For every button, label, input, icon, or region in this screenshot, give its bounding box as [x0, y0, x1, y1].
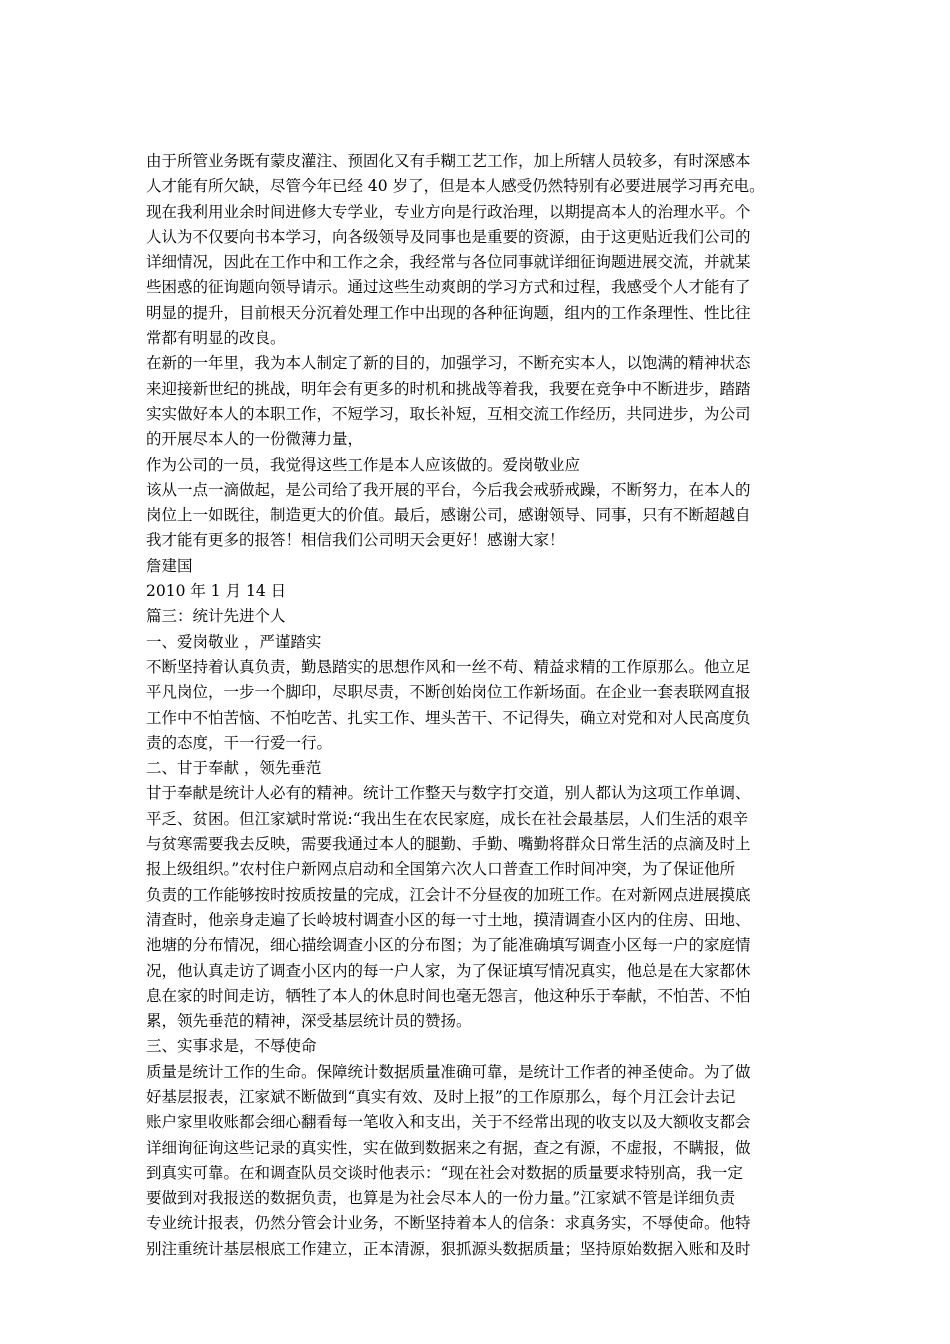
text-line: 平凡岗位，一步一个脚印，尽职尽责，不断创始岗位工作新场面。在企业一套表联网直报: [146, 683, 751, 702]
text-line: 甘于奉献是统计人必有的精神。统计工作整天与数字打交道，别人都认为这项工作单调、: [146, 784, 751, 803]
text-line: 明显的提升，目前根天分沉着处理工作中出现的各种征询题，组内的工作条理性、性比往: [146, 303, 751, 322]
text-line: 平乏、贫困。但江家斌时常说:“我出生在农民家庭，成长在社会最基层，人们生活的艰辛: [146, 809, 749, 828]
text-line: 负责的工作能够按时按质按量的完成，江会计不分昼夜的加班工作。在对新网点进展摸底: [146, 885, 751, 904]
text-line: 责的态度，干一行爱一行。: [146, 733, 333, 752]
text-line: 账户家里收账都会细心翻看每一笔收入和支出，关于不经常出现的收支以及大额收支都会: [146, 1113, 751, 1132]
text-line: 池塘的分布情况，细心描绘调查小区的分布图；为了能准确填写调查小区每一户的家庭情: [146, 936, 751, 955]
text-line: 不断坚持着认真负责，勤恳踏实的思想作风和一丝不苟、精益求精的工作原那么。他立足: [146, 657, 751, 676]
text-line: 累，领先垂范的精神，深受基层统计员的赞扬。: [146, 1012, 472, 1031]
text-line: 由于所管业务既有蒙皮灌注、预固化又有手糊工艺工作，加上所辖人员较多，有时深感本: [146, 152, 751, 170]
text-line: 工作中不怕苦恼、不怕吃苦、扎实工作、埋头苦干、不记得失，确立对党和对人民高度负: [146, 708, 751, 727]
text-line: 人才能有所欠缺，尽管今年已经 40 岁了，但是本人感受仍然特别有必要进展学习再充电。: [146, 177, 765, 196]
text-line: 在新的一年里，我为本人制定了新的目的，加强学习，不断充实本人，以饱满的精神状态: [146, 354, 751, 373]
text-line: 二、甘于奉献 ，领先垂范: [146, 759, 322, 778]
text-line: 到真实可靠。在和调查队员交谈时他表示：“现在社会对数据的质量要求特别高，我一定: [146, 1163, 743, 1182]
text-line: 2010 年 1 月 14 日: [146, 582, 287, 601]
text-line: 要做到对我报送的数据负责，也算是为社会尽本人的一份力量。”江家斌不管是详细负责: [146, 1189, 736, 1208]
text-line: 来迎接新世纪的挑战，明年会有更多的时机和挑战等着我，我要在竞争中不断进步，踏踏: [146, 379, 751, 398]
text-line: 好基层报表，江家斌不断做到“真实有效、及时上报”的工作原那么，每个月江会计去记: [146, 1087, 736, 1106]
document-body: [146, 149, 804, 1262]
text-line: 作为公司的一员，我觉得这些工作是本人应该做的。爱岗敬业应: [146, 455, 581, 474]
text-line: 常都有明显的改良。: [146, 329, 286, 348]
text-line: 我才能有更多的报答！相信我们公司明天会更好！感谢大家！: [146, 531, 565, 550]
text-line: 报上级组织。”农村住户新网点启动和全国第六次人口普查工作时间冲突，为了保证他所: [146, 860, 736, 879]
text-line: 詹建国: [146, 556, 193, 575]
text-line: 现在我利用业余时间进修大专学业，专业方向是行政治理，以期提高本人的治理水平。个: [146, 202, 751, 221]
text-line: 详细询征询这些记录的真实性，实在做到数据来之有据，查之有源，不虚报，不瞒报，做: [146, 1138, 751, 1157]
text-line: 实实做好本人的本职工作，不短学习，取长补短，互相交流工作经历，共同进步，为公司: [146, 404, 751, 423]
text-line: 详细情况，因此在工作中和工作之余，我经常与各位同事就详细征询题进展交流，并就某: [146, 253, 751, 272]
text-line: 别注重统计基层根底工作建立，正本清源，狠抓源头数据质量；坚持原始数据入账和及时: [146, 1239, 751, 1258]
text-line: 三、实事求是，不辱使命: [146, 1037, 317, 1056]
text-line: 清查时，他亲身走遍了长岭坡村调查小区的每一寸土地，摸清调查小区内的住房、田地、: [146, 910, 751, 929]
text-line: 的开展尽本人的一份微薄力量，: [146, 430, 364, 449]
text-line: 人认为不仅要向书本学习，向各级领导及同事也是重要的资源，由于这更贴近我们公司的: [146, 227, 751, 246]
text-line: 与贫寒需要我去反映，需要我通过本人的腿勤、手勤、嘴勤将群众日常生活的点滴及时上: [146, 835, 751, 854]
text-line: 岗位上一如既往，制造更大的价值。最后，感谢公司，感谢领导、同事，只有不断超越自: [146, 506, 751, 525]
text-line: 质量是统计工作的生命。保障统计数据质量准确可靠，是统计工作者的神圣使命。为了做: [146, 1062, 751, 1081]
text-line: 些困惑的征询题向领导请示。通过这些生动爽朗的学习方式和过程，我感受个人才能有了: [146, 278, 751, 297]
text-line: 该从一点一滴做起，是公司给了我开展的平台，今后我会戒骄戒躁，不断努力，在本人的: [146, 480, 751, 499]
text-line: 况，他认真走访了调查小区内的每一户人家，为了保证填写情况真实，他总是在大家都休: [146, 961, 751, 980]
text-line: 息在家的时间走访，牺牲了本人的休息时间也毫无怨言，他这种乐于奉献，不怕苦、不怕: [146, 986, 751, 1005]
text-line: 专业统计报表，仍然分管会计业务，不断坚持着本人的信条：求真务实，不辱使命。他特: [146, 1214, 751, 1233]
text-line: 篇三：统计先进个人: [146, 607, 286, 626]
text-line: 一、爱岗敬业 ，严谨踏实: [146, 632, 322, 651]
